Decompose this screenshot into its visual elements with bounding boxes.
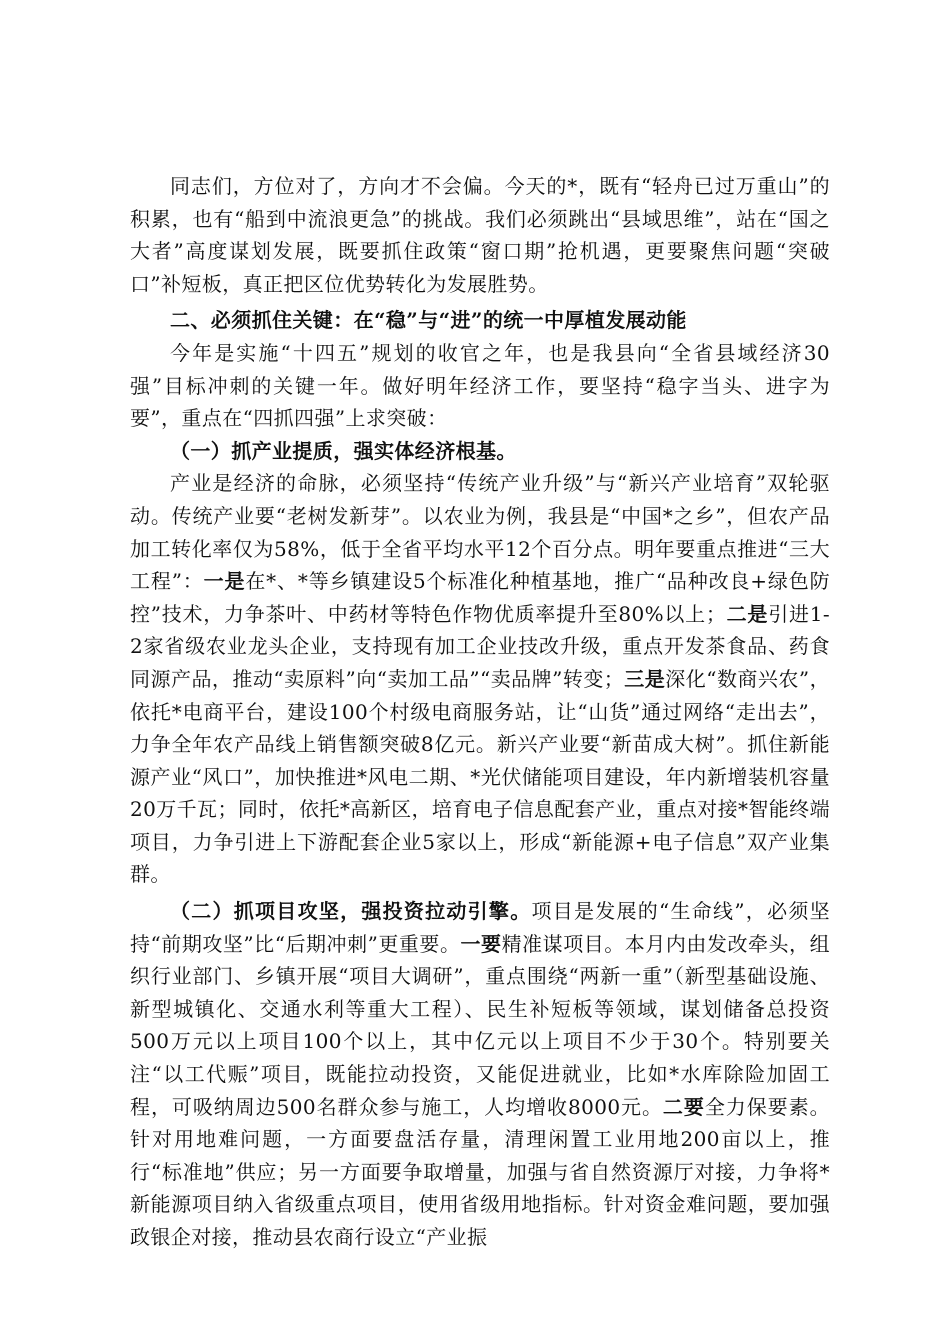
section-heading-2: 二、必须抓住关键：在“稳”与“进”的统一中厚植发展动能 bbox=[170, 308, 687, 333]
industry-bold-second: 二是 bbox=[726, 601, 769, 626]
project-bold-second: 二要 bbox=[662, 1094, 705, 1119]
section-intro-paragraph: 今年是实施“十四五”规划的收官之年，也是我县向“全省县域经济30强”目标冲刺的关键一年。做好明年经济工作，要坚持“稳字当头、进字为要”，重点在“四抓四强”上求突破： bbox=[130, 340, 830, 431]
subheading-2: （二）抓项目攻坚，强投资拉动引擎。 bbox=[170, 899, 532, 924]
industry-text-part-1: 产业是经济的命脉，必须坚持“传统产业升级”与“新兴产业培育”双轮驱动。传统产业要“老树发新芽”。以农业为例，我县是“中国*之乡”，但农产品加工转化率仅为58%，低于全省平均水平12个百分点。明年要重点推进“三大工程”： bbox=[130, 471, 830, 594]
document-page bbox=[130, 170, 830, 1254]
project-paragraph bbox=[130, 895, 830, 1254]
industry-text-part-4: 深化“数商兴农”，依托*电商平台，建设100个村级电商服务站，让“山货”通过网络“走出去”，力争全年农产品线上销售额突破8亿元。新兴产业要“新苗成大树”。抓住新能源产业“风口”，加快推进*风电二期、*光伏储能项目建设，年内新增装机容量20万千瓦；同时，依托*高新区，培育电子信息配套产业，重点对接*智能终端项目，力争引进上下游配套企业5家以上，形成“新能源+电子信息”双产业集群。 bbox=[130, 666, 830, 887]
project-text-part-2: 精准谋项目。本月内由发改牵头，组织行业部门、乡镇开展“项目大调研”，重点围绕“两新一重”（新型基础设施、新型城镇化、交通水利等重大工程）、民生补短板等领域，谋划储备总投资500万元以上项目100个以上，其中亿元以上项目不少于30个。特别要关注“以工代赈”项目，既能拉动投资，又能促进就业，比如*水库除险加固工程，可吸纳周边500名群众参与施工，人均增收8000元。 bbox=[130, 931, 830, 1119]
industry-paragraph bbox=[130, 467, 830, 891]
project-text-part-1: 项目是发展的“生命线”，必须坚持“前期攻坚”比“后期冲刺”更重要。 bbox=[130, 899, 830, 956]
industry-text-part-3: 引进1-2家省级农业龙头企业，支持现有加工企业技改升级，重点开发茶食品、药食同源产品，推动“卖原料”向“卖加工品”“卖品牌”转变； bbox=[130, 601, 830, 691]
intro-paragraph: 同志们，方位对了，方向才不会偏。今天的*，既有“轻舟已过万重山”的积累，也有“船到中流浪更急”的挑战。我们必须跳出“县域思维”，站在“国之大者”高度谋划发展，既要抓住政策“窗口期”抢机遇，更要聚焦问题“突破口”补短板，真正把区位优势转化为发展胜势。 bbox=[130, 174, 830, 296]
project-text-part-3: 全力保要素。针对用地难问题，一方面要盘活存量，清理闲置工业用地200亩以上，推行“标准地”供应；另一方面要争取增量，加强与省自然资源厅对接，力争将*新能源项目纳入省级重点项目，使用省级用地指标。针对资金难问题，要加强政银企对接，推动县农商行设立“产业振 bbox=[130, 1094, 830, 1249]
industry-bold-third: 三是 bbox=[624, 666, 666, 691]
project-bold-first: 一要 bbox=[460, 931, 502, 956]
industry-bold-first: 一是 bbox=[203, 569, 246, 594]
industry-text-part-2: 在*、*等乡镇建设5个标准化种植基地，推广“品种改良+绿色防控”技术，力争茶叶、中药材等特色作物优质率提升至80%以上； bbox=[130, 569, 830, 626]
subheading-1: （一）抓产业提质，强实体经济根基。 bbox=[170, 438, 517, 463]
